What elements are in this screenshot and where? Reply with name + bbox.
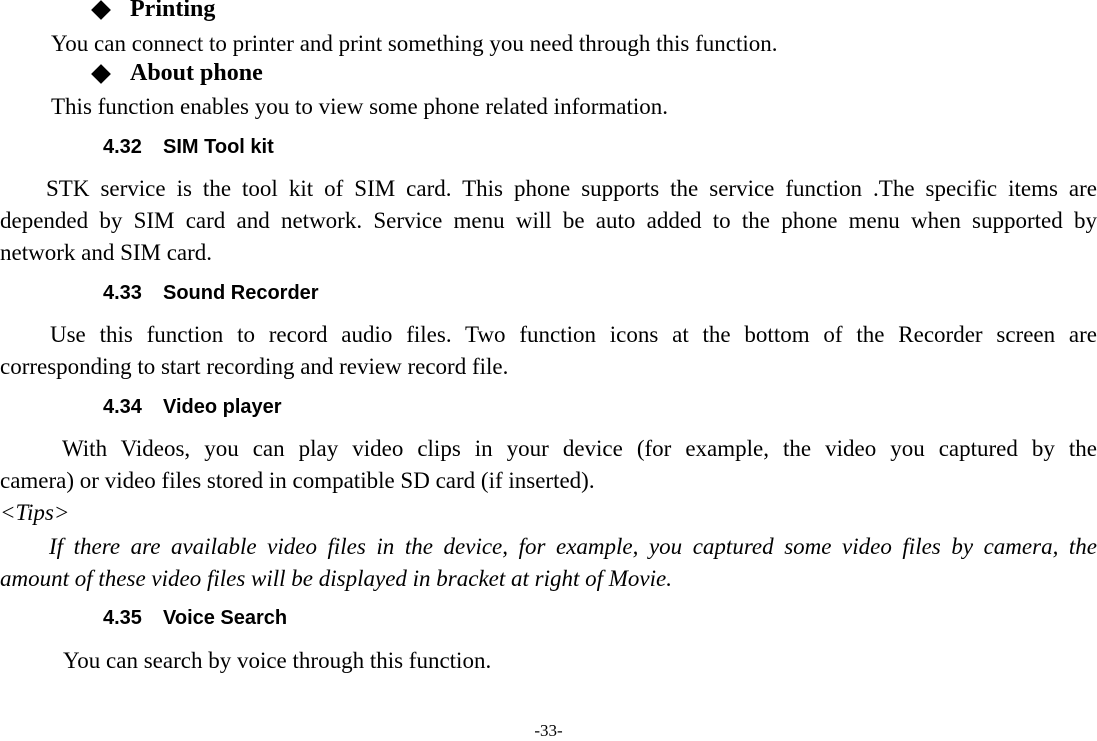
paragraph-line: corresponding to start recording and review record file. — [0, 354, 509, 379]
paragraph-line: network and SIM card. — [0, 240, 213, 265]
printing-description: You can connect to printer and print something you need through this function. — [51, 31, 778, 56]
sound-recorder-paragraph — [0, 319, 1097, 383]
heading-title: Video player — [163, 396, 282, 418]
bullet-printing — [92, 0, 215, 23]
paragraph-line: With Videos, you can play video clips in your device (for example, the video you captured by the — [62, 436, 1097, 461]
heading-sim-tool-kit — [103, 136, 274, 159]
page-number: -33- — [534, 721, 563, 740]
diamond-bullet-icon — [91, 0, 111, 19]
heading-number: 4.33 — [103, 282, 142, 304]
tips-label: <Tips> — [0, 500, 70, 525]
bullet-about-phone — [92, 60, 263, 87]
heading-title: Voice Search — [163, 607, 288, 629]
heading-number: 4.34 — [103, 396, 142, 418]
heading-sound-recorder — [103, 282, 319, 305]
section-title-about-phone: About phone — [130, 60, 263, 86]
paragraph-line: STK service is the tool kit of SIM card. This phone supports the service function .The specific items are — [46, 176, 1097, 201]
paragraph-line: Use this function to record audio files. Two function icons at the bottom of the Recorder screen are — [50, 322, 1097, 347]
voice-search-description: You can search by voice through this function. — [63, 648, 492, 673]
heading-video-player — [103, 396, 282, 419]
about-phone-description: This function enables you to view some phone related information. — [51, 94, 669, 119]
section-title-printing: Printing — [130, 0, 216, 22]
video-player-paragraph — [0, 433, 1097, 497]
tips-paragraph — [0, 531, 1097, 595]
paragraph-line: depended by SIM card and network. Service menu will be auto added to the phone menu when supported by — [0, 208, 1097, 233]
paragraph-line: If there are available video files in the device, for example, you captured some video files by camera, the — [49, 534, 1097, 559]
heading-title: Sound Recorder — [163, 282, 319, 304]
paragraph-line: camera) or video files stored in compatible SD card (if inserted). — [0, 468, 595, 493]
diamond-bullet-icon — [91, 64, 111, 84]
paragraph-line: amount of these video files will be displayed in bracket at right of Movie. — [0, 566, 672, 591]
heading-number: 4.35 — [103, 607, 142, 629]
heading-number: 4.32 — [103, 136, 142, 158]
heading-title: SIM Tool kit — [163, 136, 274, 158]
heading-voice-search — [103, 607, 287, 630]
sim-tool-kit-paragraph — [0, 173, 1097, 269]
